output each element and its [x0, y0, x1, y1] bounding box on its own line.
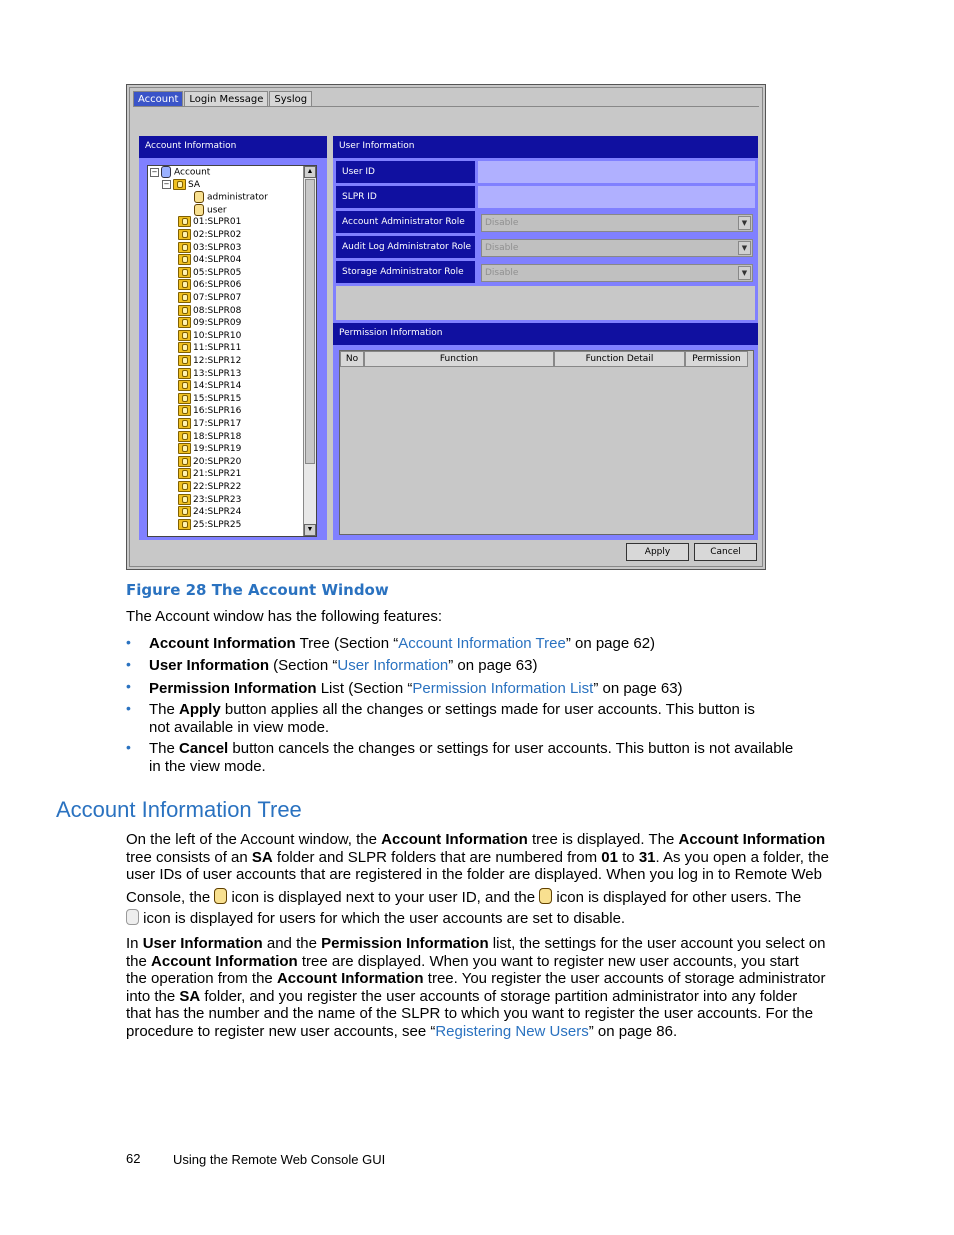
intro-text: The Account window has the following features:	[126, 608, 443, 625]
tree-node-label: 01:SLPR01	[193, 217, 242, 228]
tree-node-slpr[interactable]	[178, 355, 241, 367]
account-information-tree-link[interactable]: Account Information Tree	[398, 635, 566, 652]
other-user-icon	[539, 888, 552, 904]
feature-item	[149, 680, 683, 698]
collapse-icon[interactable]: −	[151, 167, 158, 176]
tree-node-label: 12:SLPR12	[193, 356, 242, 366]
folder-icon	[178, 342, 191, 353]
text: button cancels the changes or settings for user accounts. This button is not available	[228, 740, 794, 757]
text: 01	[601, 848, 618, 866]
feature-item	[149, 701, 829, 736]
account-window-screenshot	[126, 84, 766, 570]
audit-log-admin-role-label: Audit Log Administrator Role	[336, 236, 475, 258]
folder-icon	[178, 481, 191, 492]
tree-node-slpr[interactable]	[178, 506, 241, 518]
tree-node-label: administrator	[207, 192, 268, 203]
folder-icon	[178, 519, 191, 530]
tree-node-label: 21:SLPR21	[193, 469, 242, 480]
text: folder and SLPR folders that are numbered from	[272, 848, 602, 866]
tree-node-slpr[interactable]	[178, 443, 241, 455]
tree-node-label: 11:SLPR11	[193, 343, 242, 354]
bullet-icon: •	[126, 634, 131, 650]
feature-item	[149, 657, 537, 675]
feature-name: Permission Information	[149, 680, 317, 697]
folder-icon	[178, 405, 191, 416]
tree-node-label: 24:SLPR24	[193, 507, 242, 518]
user-information-link[interactable]: User Information	[337, 657, 449, 674]
text: that has the number and the name of the SLPR to which you want to register the user accounts. For the	[126, 1005, 814, 1022]
column-function[interactable]: Function	[364, 351, 554, 367]
text: Account Information	[151, 952, 298, 970]
folder-icon	[178, 456, 191, 467]
permission-information-list-link[interactable]: Permission Information List	[412, 680, 594, 697]
select-value: Disable	[485, 218, 519, 228]
text: User Information	[142, 935, 263, 952]
tree-node-slpr[interactable]	[178, 468, 241, 480]
storage-admin-role-select[interactable]	[481, 264, 753, 282]
tree-node-label: user	[207, 205, 227, 216]
text: Tree (Section “	[295, 635, 399, 652]
text: ” on page 86.	[588, 1022, 678, 1040]
text: to	[617, 848, 639, 866]
tree-node-account[interactable]	[150, 166, 210, 179]
scroll-thumb[interactable]	[305, 179, 315, 464]
folder-icon	[178, 368, 191, 379]
text: ” on page 62)	[565, 635, 656, 652]
figure-caption: Figure 28 The Account Window	[126, 581, 389, 599]
text: SA	[251, 848, 273, 866]
folder-icon	[178, 431, 191, 442]
tree-node-slpr[interactable]	[178, 216, 241, 228]
chevron-down-icon: ▼	[738, 266, 751, 280]
text: 31	[638, 848, 656, 866]
tree-node-label: 16:SLPR16	[193, 406, 242, 417]
folder-icon	[178, 418, 191, 429]
feature-name: Apply	[179, 701, 221, 718]
tree-node-slpr[interactable]	[178, 431, 241, 443]
tree-node-label: 04:SLPR04	[193, 255, 242, 266]
tree-node-label: 13:SLPR13	[193, 368, 242, 379]
text: SA	[179, 987, 201, 1005]
account-tree	[147, 165, 317, 537]
user-id-label: User ID	[336, 161, 475, 183]
bullet-icon: •	[126, 700, 131, 716]
text: On the left of the Account window, the	[126, 831, 382, 848]
text: tree. You register the user accounts of storage administrator	[423, 970, 826, 987]
bullet-icon: •	[126, 739, 131, 755]
select-value: Disable	[485, 268, 519, 278]
feature-item	[149, 740, 849, 775]
tree-node-label: Account	[174, 167, 211, 178]
tree-node-user[interactable]	[194, 204, 227, 217]
tree-node-label: 22:SLPR22	[193, 482, 242, 492]
collapse-icon[interactable]: −	[163, 179, 170, 188]
text: icon is displayed for other users. The	[552, 888, 802, 906]
text: The	[149, 740, 180, 757]
text: tree consists of an	[126, 848, 252, 866]
tree-node-slpr[interactable]	[178, 456, 241, 468]
user-icon	[194, 204, 204, 216]
text: (Section “	[269, 657, 338, 674]
folder-icon	[178, 355, 191, 366]
feature-name: Cancel	[179, 740, 229, 757]
text: Console, the	[126, 888, 215, 906]
tree-node-label: 10:SLPR10	[193, 330, 242, 341]
tree-node-user[interactable]	[194, 191, 268, 204]
text: . As you open a folder, the	[655, 848, 829, 866]
text: In	[126, 935, 143, 952]
paragraph-1	[126, 831, 846, 928]
text: Account Information	[678, 831, 826, 848]
folder-icon	[178, 267, 191, 278]
tree-node-label: 08:SLPR08	[193, 305, 242, 316]
feature-item	[149, 635, 655, 653]
tree-node-slpr[interactable]	[178, 317, 241, 329]
text: the operation from the	[126, 970, 277, 987]
folder-icon	[178, 254, 191, 265]
folder-icon	[178, 468, 191, 479]
tree-node-label: 17:SLPR17	[193, 419, 242, 429]
tree-node-label: 05:SLPR05	[193, 267, 242, 278]
scroll-up-icon[interactable]: ▲	[304, 166, 316, 178]
account-admin-role-select[interactable]	[481, 214, 753, 232]
tree-node-slpr[interactable]	[178, 519, 241, 531]
tab-divider	[133, 106, 759, 107]
footer-text: Using the Remote Web Console GUI	[173, 1152, 386, 1167]
tree-node-label: 25:SLPR25	[193, 519, 242, 530]
tree-node-slpr[interactable]	[178, 418, 241, 430]
folder-icon	[178, 216, 191, 227]
tree-node-slpr[interactable]	[178, 380, 241, 392]
text: button applies all the changes or settings made for user accounts. This button is	[220, 701, 755, 718]
tree-node-slpr[interactable]	[178, 229, 241, 241]
tab-login-message[interactable]: Login Message	[184, 91, 268, 107]
text: user IDs of user accounts that are registered in the folder are displayed. When you log in to Remote Web	[126, 866, 822, 883]
tab-account[interactable]: Account	[133, 91, 183, 107]
text: The	[149, 701, 180, 718]
text: Permission Information	[321, 935, 489, 952]
folder-icon	[178, 506, 191, 517]
user-information-panel	[333, 136, 758, 540]
chevron-down-icon: ▼	[738, 241, 751, 255]
text: List (Section “	[316, 680, 413, 697]
text: into the	[126, 987, 180, 1005]
page-number: 62	[126, 1151, 141, 1166]
text: icon is displayed next to your user ID, and the	[227, 888, 540, 906]
tree-node-slpr[interactable]	[178, 292, 241, 304]
folder-icon	[178, 305, 191, 316]
tree-node-label: 02:SLPR02	[193, 230, 242, 240]
user-information-header: User Information	[333, 136, 758, 158]
text: not available in view mode.	[149, 718, 330, 736]
tab-bar	[133, 91, 313, 107]
tree-node-label: 14:SLPR14	[193, 381, 242, 392]
column-no[interactable]: No	[340, 351, 364, 367]
paragraph-2	[126, 935, 846, 1040]
text: list, the settings for the user account you select on	[488, 935, 826, 952]
tree-node-slpr[interactable]	[178, 393, 241, 405]
account-information-panel	[139, 136, 327, 540]
tree-node-slpr[interactable]	[178, 481, 241, 493]
feature-name: Account Information	[149, 635, 296, 652]
registering-new-users-link[interactable]: Registering New Users	[435, 1022, 589, 1040]
storage-admin-role-label: Storage Administrator Role	[336, 261, 475, 283]
text: tree is displayed. The	[527, 831, 679, 848]
account-information-header: Account Information	[139, 136, 327, 158]
chevron-down-icon: ▼	[738, 216, 751, 230]
text: procedure to register new user accounts, see “	[126, 1022, 436, 1040]
folder-icon	[173, 179, 186, 190]
tree-node-slpr[interactable]	[178, 330, 241, 342]
user-id-field[interactable]	[478, 161, 755, 183]
tree-node-slpr[interactable]	[178, 368, 241, 380]
text: in the view mode.	[149, 757, 266, 775]
scroll-down-icon[interactable]: ▼	[304, 524, 316, 536]
tree-node-label: 18:SLPR18	[193, 431, 242, 442]
tree-node-slpr[interactable]	[178, 305, 241, 317]
text: tree are displayed. When you want to register new user accounts, you start	[297, 952, 799, 970]
tab-syslog[interactable]: Syslog	[269, 91, 312, 107]
folder-icon	[178, 494, 191, 505]
permission-information-header: Permission Information	[333, 323, 758, 345]
folder-icon	[178, 279, 191, 290]
own-user-icon	[214, 888, 227, 904]
folder-icon	[178, 330, 191, 341]
tree-node-slpr[interactable]	[178, 405, 241, 417]
account-root-icon	[161, 166, 171, 178]
folder-icon	[178, 292, 191, 303]
tree-node-label: 19:SLPR19	[193, 444, 242, 455]
bullet-icon: •	[126, 678, 131, 694]
apply-button[interactable]: Apply	[626, 543, 689, 561]
tree-node-slpr[interactable]	[178, 242, 241, 254]
slpr-id-label: SLPR ID	[336, 186, 475, 208]
permission-table	[339, 350, 754, 535]
tree-node-label: 06:SLPR06	[193, 280, 242, 291]
text: icon is displayed for users for which the user accounts are set to disable.	[139, 910, 626, 927]
folder-icon	[178, 380, 191, 391]
tree-node-slpr[interactable]	[178, 279, 241, 291]
section-title: Account Information Tree	[56, 797, 302, 822]
text: ” on page 63)	[593, 680, 683, 697]
account-window	[129, 87, 763, 567]
feature-name: User Information	[149, 657, 270, 674]
text: and the	[262, 935, 322, 952]
slpr-id-field[interactable]	[478, 186, 755, 208]
tree-node-label: 23:SLPR23	[193, 494, 242, 505]
text: ” on page 63)	[448, 657, 538, 674]
folder-icon	[178, 317, 191, 328]
text: folder, and you register the user accounts of storage partition administrator into any folder	[200, 987, 798, 1005]
tree-node-label: 15:SLPR15	[193, 393, 242, 404]
user-icon	[194, 191, 204, 203]
account-admin-role-label: Account Administrator Role	[336, 211, 475, 233]
cancel-button[interactable]: Cancel	[694, 543, 757, 561]
text: the	[126, 952, 152, 970]
bullet-icon: •	[126, 656, 131, 672]
folder-icon	[178, 393, 191, 404]
user-info-spacer	[336, 286, 755, 320]
tree-node-label: 03:SLPR03	[193, 242, 242, 253]
text: Account Information	[381, 831, 528, 848]
tree-node-slpr[interactable]	[178, 342, 241, 354]
tree-node-label: 07:SLPR07	[193, 293, 242, 303]
tree-scrollbar[interactable]	[303, 166, 316, 536]
column-permission[interactable]: Permission	[685, 351, 748, 367]
tree-node-sa[interactable]	[162, 179, 200, 191]
tree-node-label: 20:SLPR20	[193, 456, 242, 467]
folder-icon	[178, 229, 191, 240]
tree-node-slpr[interactable]	[178, 494, 241, 506]
audit-log-admin-role-select[interactable]	[481, 239, 753, 257]
button-bar	[139, 540, 758, 566]
folder-icon	[178, 443, 191, 454]
disabled-user-icon	[126, 909, 139, 925]
folder-icon	[178, 242, 191, 253]
select-value: Disable	[485, 243, 519, 253]
tree-node-label: SA	[188, 179, 201, 190]
tree-node-label: 09:SLPR09	[193, 318, 242, 329]
text: Account Information	[276, 970, 424, 987]
tree-node-slpr[interactable]	[178, 254, 241, 266]
column-function-detail[interactable]: Function Detail	[554, 351, 685, 367]
tree-node-slpr[interactable]	[178, 267, 241, 279]
